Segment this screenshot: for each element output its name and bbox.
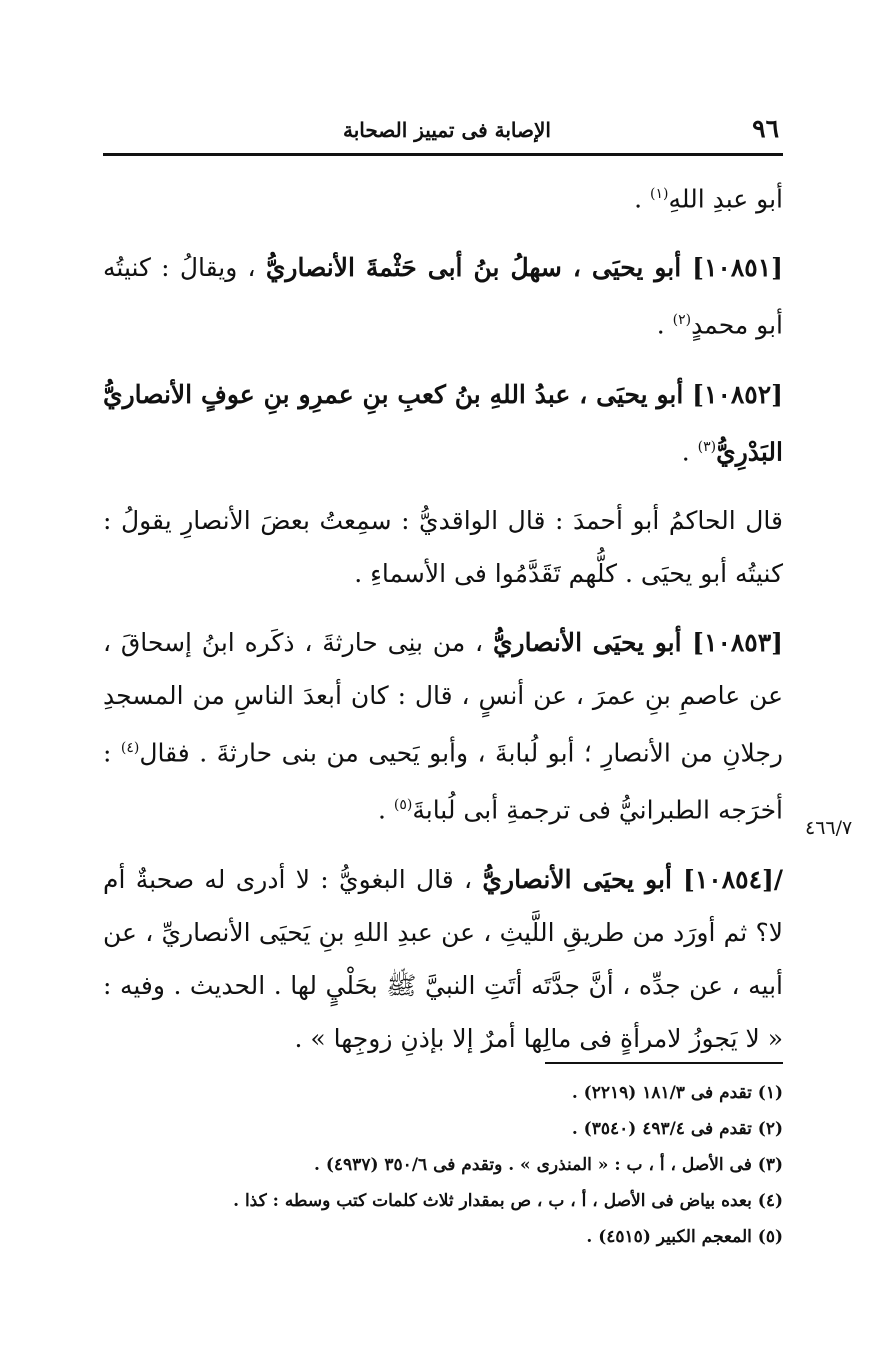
footnote-ref-1: (١) <box>649 186 669 202</box>
page-break-slash: / <box>773 864 783 894</box>
entry-name: أبو يحيَى الأنصاريُّ <box>492 627 693 657</box>
running-title: الإصابة فى تمييز الصحابة <box>343 118 551 142</box>
footnote-4: (٤) بعده بياض فى الأصل ، أ ، ب ، ص بمقدار ثلاث كلمات كتب وسطه : كذا . <box>233 1191 783 1211</box>
footnotes <box>103 1075 783 1255</box>
footnote-1: (١) تقدم فى ١٨١/٣ (٢٢١٩) . <box>571 1083 783 1103</box>
entry-name: أبو يحيَى الأنصاريُّ <box>482 864 684 894</box>
footnote-ref-3: (٣) <box>697 438 717 455</box>
footnote-2: (٢) تقدم فى ٤٩٣/٤ (٣٥٤٠) . <box>571 1119 783 1139</box>
footnote-ref-2: (٢) <box>672 312 692 329</box>
paragraph-4: قال الحاكمُ أبو أحمدَ : قال الواقديُّ : سمِعتُ بعضَ الأنصارِ يقولُ : كنيتُه أبو يحيَى . كلُّهم تَقَدَّمُوا فى الأسماءِ . <box>103 505 783 588</box>
entry-number: [١٠٨٥٣] <box>692 627 783 657</box>
entry-10854: /[١٠٨٥٤] أبو يحيَى الأنصاريُّ ، قال البغويُّ : لا أدرى له صحبةٌ أم لا؟ ثم أورَد من طريقِ اللَّيثِ ، عن عبدِ اللهِ بنِ يَحيَى الأنصاريِّ ، عن أبيه ، عن جدِّه ، أنَّ جدَّتَه أتَتِ النبيَّ ﷺ بحَلْيٍ لها . الحديث . وفيه : « لا يَجوزُ لامرأةٍ فى مالِها أمرٌ إلا بإذنِ زوجِها » . <box>103 864 783 1053</box>
entry-number: [١٠٨٥٢] <box>692 379 783 409</box>
footnote-rule <box>545 1062 783 1064</box>
entry-number: [١٠٨٥٤] <box>683 864 774 894</box>
page-header <box>103 112 783 152</box>
paragraph-1: أبو عبدِ اللهِ$^{(١)}$ . <box>634 184 783 214</box>
footnote-3: (٣) فى الأصل ، أ ، ب : « المنذرى » . وتقدم فى ٣٥٠/٦ (٤٩٣٧) . <box>314 1155 783 1175</box>
footnote-ref-4: (٤) <box>120 739 140 756</box>
entry-10851: [١٠٨٥١] أبو يحيَى ، سهلُ بنُ أبى حَثْمةَ الأنصاريُّ ، ويقالُ : كنيتُه أبو محمدٍ$^{(٢)}$ . <box>103 253 783 340</box>
entry-10852: [١٠٨٥٢] أبو يحيَى ، عبدُ اللهِ بنُ كعبِ بنِ عمرِو بنِ عوفٍ الأنصاريُّ البَدْرِيُّ$^{(٣)}$ . <box>103 379 783 466</box>
entry-number: [١٠٨٥١] <box>692 253 783 283</box>
header-rule <box>103 153 783 156</box>
entry-10853: [١٠٨٥٣] أبو يحيَى الأنصاريُّ ، من بنِى حارثةَ ، ذكَره ابنُ إسحاقَ ، عن عاصمِ بنِ عمرَ ، عن أنسٍ ، قال : كان أبعدَ الناسِ من المسجدِ رجلانِ من الأنصارِ ؛ أبو لُبابةَ ، وأبو يَحيى من بنى حارثةَ . فقال$^{(٤)}$ : أخرَجه الطبرانيُّ فى ترجمةِ أبى لُبابةَ$^{(٥)}$ . <box>103 627 784 825</box>
page-number: ٩٦ <box>752 114 779 143</box>
margin-reference: ٤٦٦/٧ <box>805 817 853 839</box>
footnote-5: (٥) المعجم الكبير (٤٥١٥) . <box>586 1227 783 1247</box>
main-text <box>103 168 783 1081</box>
entry-name: أبو يحيَى ، عبدُ اللهِ بنُ كعبِ بنِ عمرِو بنِ عوفٍ الأنصاريُّ البَدْرِيُّ <box>103 379 783 466</box>
footnote-ref-5: (٥) <box>393 797 413 814</box>
entry-name: أبو يحيَى ، سهلُ بنُ أبى حَثْمةَ الأنصاريُّ <box>265 253 693 283</box>
